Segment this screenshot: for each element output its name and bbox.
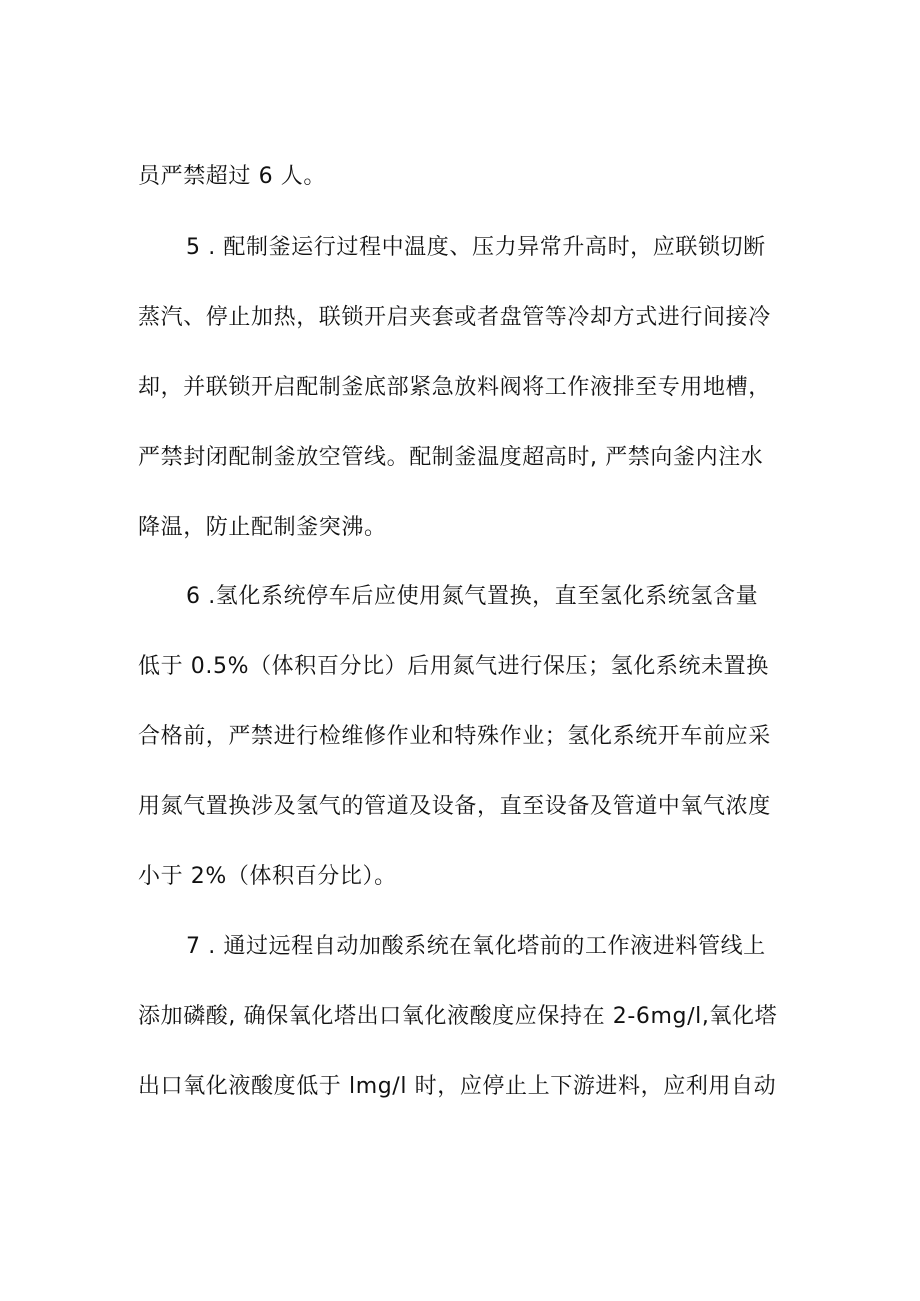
text-line-6: 降温，防止配制釜突沸。 [138,515,387,540]
text-line-13: 添加磷酸, 确保氧化塔出口氧化液酸度应保持在 2-6mg∕l,氧化塔 [138,1004,778,1029]
text-line-5: 严禁封闭配制釜放空管线。配制釜温度超高时, 严禁向釜内注水 [138,445,764,470]
text-line-9: 合格前，严禁进行检维修作业和特殊作业；氢化系统开车前应采 [138,724,771,749]
text-line-8: 低于 0.5%（体积百分比）后用氮气进行保压；氢化系统未置换 [138,654,769,679]
text-line-1: 员严禁超过 6 人。 [138,164,326,189]
text-line-7: 6 .氢化系统停车后应使用氮气置换，直至氢化系统氢含量 [186,584,759,609]
text-line-3: 蒸汽、停止加热，联锁开启夹套或者盘管等冷却方式进行间接冷 [138,305,771,330]
text-line-4: 却，并联锁开启配制釜底部紧急放料阀将工作液排至专用地槽， [138,375,771,400]
text-line-12: 7 . 通过远程自动加酸系统在氧化塔前的工作液进料管线上 [186,934,766,959]
text-line-10: 用氮气置换涉及氢气的管道及设备，直至设备及管道中氧气浓度 [138,794,771,819]
text-line-14: 出口氧化液酸度低于 lmg/l 时，应停止上下游进料，应利用自动 [138,1074,777,1099]
text-line-11: 小于 2%（体积百分比）。 [138,864,397,889]
text-line-2: 5 . 配制釜运行过程中温度、压力异常升高时，应联锁切断 [186,235,766,260]
